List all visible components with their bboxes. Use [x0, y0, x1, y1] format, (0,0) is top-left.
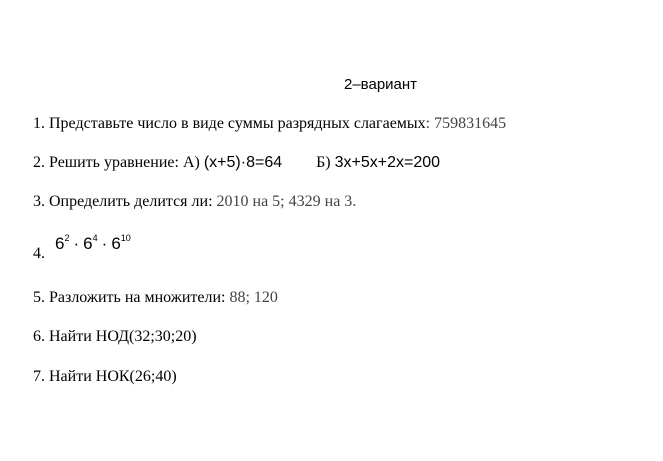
task-3-label: 3. Определить делится ли: — [33, 193, 217, 210]
task-1-label: 1. Представьте число в виде суммы разрядных слагаемых — [33, 115, 426, 132]
task-7-label: 7. Найти НОК(26;40) — [33, 368, 177, 385]
task-5 — [33, 288, 278, 308]
task-2 — [33, 153, 440, 173]
task-2-b-equation: 3х+5х+2х=200 — [334, 154, 441, 171]
task-2-a-equation: (х+5)·8=64 — [203, 154, 283, 171]
multiply-dot-1: · — [73, 234, 80, 253]
task-4-label: 4. — [33, 245, 45, 262]
task-6 — [33, 327, 197, 347]
task-2-label: 2. Решить уравнение: — [33, 154, 183, 171]
multiply-dot-2: · — [101, 234, 108, 253]
task-4-expression — [55, 234, 131, 254]
task-1-value: 759831645 — [430, 115, 507, 132]
task-3-value: 2010 на 5; 4329 на 3. — [216, 193, 357, 210]
task-1-colon: : — [425, 115, 431, 132]
power-exp-2: 4 — [92, 233, 98, 243]
power-exp-1: 2 — [64, 233, 70, 243]
power-exp-3: 10 — [120, 233, 131, 243]
task-1 — [33, 114, 506, 134]
task-2-a-label: А) — [182, 154, 204, 171]
power-base-1: 6 — [55, 234, 65, 253]
task-2-b-label: Б) — [316, 154, 335, 171]
variant-title: 2–вариант — [344, 76, 418, 93]
power-base-3: 6 — [111, 234, 121, 253]
task-7 — [33, 367, 177, 387]
task-6-label: 6. Найти НОД(32;30;20) — [33, 328, 197, 345]
task-5-value: 88; 120 — [229, 289, 278, 306]
task-3 — [33, 192, 356, 212]
task-5-label: 5. Разложить на множители: — [33, 289, 230, 306]
task-2-b — [316, 153, 440, 173]
power-base-2: 6 — [83, 234, 93, 253]
